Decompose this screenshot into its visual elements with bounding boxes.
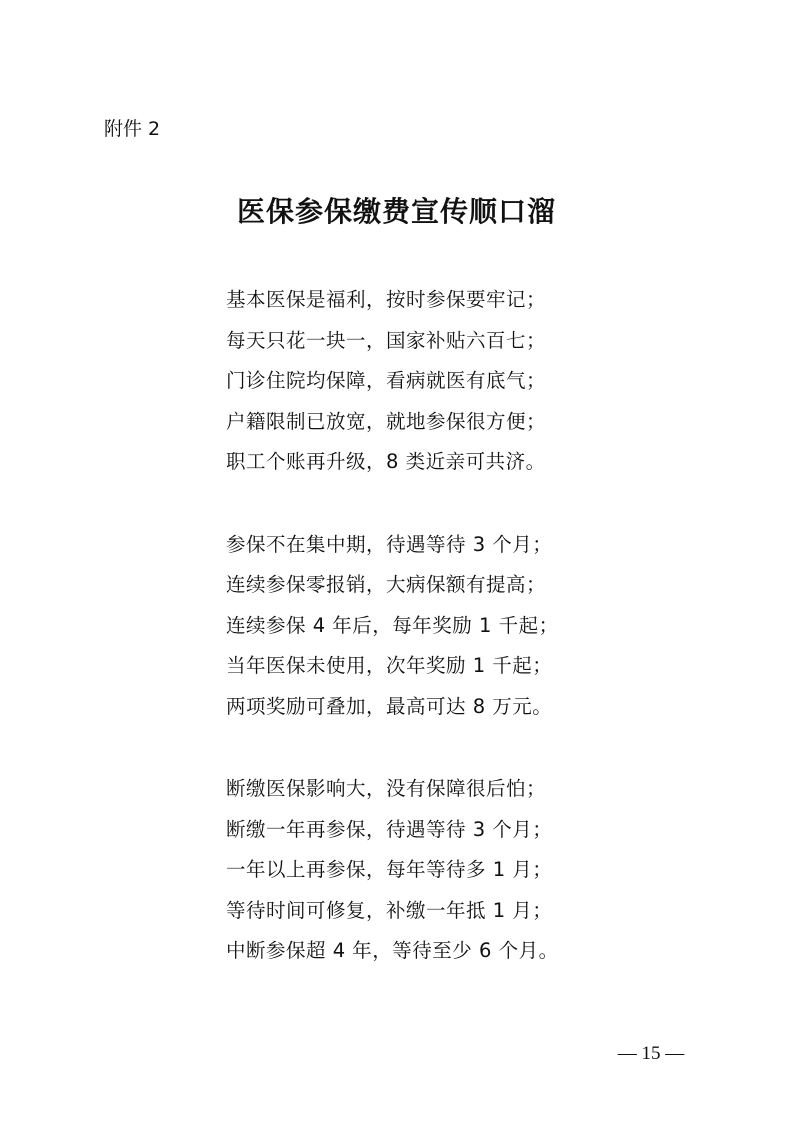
poem-line: 每天只花一块一，国家补贴六百七； <box>226 328 547 352</box>
poem-line: 职工个账再升级，8 类近亲可共济。 <box>226 450 546 473</box>
stanza-2 <box>226 525 646 728</box>
poem-line: 连续参保零报销，大病保额有提高； <box>226 573 547 596</box>
poem-line: 当年医保未使用，次年奖励 1 千起； <box>226 654 553 677</box>
document-title: 医保参保缴费宣传顺口溜 <box>236 195 556 228</box>
poem-body <box>226 280 646 1014</box>
stanza-3 <box>226 769 646 972</box>
poem-line: 连续参保 4 年后，每年奖励 1 千起； <box>226 613 559 637</box>
poem-line: 两项奖励可叠加，最高可达 8 万元。 <box>226 694 553 718</box>
poem-line: 断缴一年再参保，待遇等待 3 个月； <box>226 817 553 841</box>
poem-line: 参保不在集中期，待遇等待 3 个月； <box>226 532 553 556</box>
poem-line: 断缴医保影响大，没有保障很后怕； <box>226 777 547 800</box>
poem-line: 中断参保超 4 年，等待至少 6 个月。 <box>226 939 559 962</box>
poem-line: 一年以上再参保，每年等待多 1 月； <box>226 858 553 881</box>
poem-line: 户籍限制已放宽，就地参保很方便； <box>226 409 547 433</box>
poem-line: 门诊住院均保障，看病就医有底气； <box>226 369 547 392</box>
stanza-1 <box>226 280 646 483</box>
attachment-label: 附件 2 <box>104 118 161 140</box>
poem-line: 基本医保是福利，按时参保要牢记； <box>226 288 547 311</box>
poem-line: 等待时间可修复，补缴一年抵 1 月； <box>226 898 553 922</box>
page-number: — 15 — <box>617 1043 685 1064</box>
